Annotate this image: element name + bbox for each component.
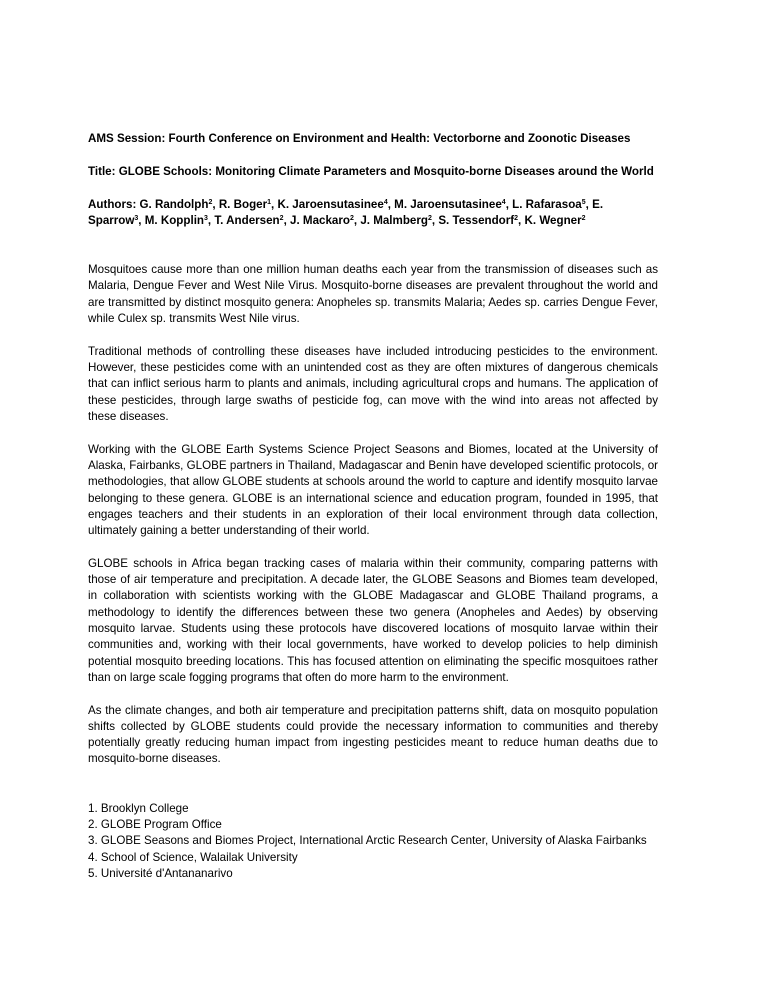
author-affiliation-mark: 2 [514, 214, 519, 222]
authors-label: Authors: [88, 197, 140, 211]
affiliation-2: 2. GLOBE Program Office [88, 818, 222, 832]
author-name: J. Mackaro [290, 213, 350, 227]
author-name: K. Jaroensutasinee [277, 197, 384, 211]
author-affiliation-mark: 5 [581, 198, 586, 206]
affiliation-5: 5. Université d'Antananarivo [88, 866, 233, 880]
paragraph-5: As the climate changes, and both air temperature and precipitation patterns shift, data on mosquito population shifts collected by GLOBE students could provide the necessary information to communities and thereby potentially greatly reducing human impact from ingesting pesticides meant to reduce human deaths due to mosquito-borne diseases. [88, 703, 658, 766]
abstract-body [88, 262, 658, 768]
author-name: J. Malmberg [360, 213, 428, 227]
paper-title: Title: GLOBE Schools: Monitoring Climate Parameters and Mosquito-borne Diseases around the World [88, 164, 654, 178]
author-name: T. Andersen [214, 213, 280, 227]
paragraph-1: Mosquitoes cause more than one million human deaths each year from the transmission of diseases such as Malaria, Dengue Fever and West Nile Virus. Mosquito-borne diseases are prevalent throughout the world and are transmitted by distinct mosquito genera: Anopheles sp. transmits Malaria; Aedes sp. carries Dengue Fever, while Culex sp. transmits West Nile virus. [88, 263, 658, 326]
session-heading: AMS Session: Fourth Conference on Environment and Health: Vectorborne and Zoonotic Diseases [88, 132, 631, 145]
paragraph-3: Working with the GLOBE Earth Systems Science Project Seasons and Biomes, located at the University of Alaska, Fairbanks, GLOBE partners in Thailand, Madagascar and Benin have developed scientific protocols, or methodologies, that allow GLOBE students at schools around the world to capture and identify mosquito larvae belonging to these genera. GLOBE is an international science and education program, founded in 1995, that engages teachers and their students in an exploration of their local environment through data collection, ultimately gaining a better understanding of their world. [88, 442, 658, 538]
affiliation-4: 4. School of Science, Walailak University [88, 850, 298, 864]
author-name: M. Jaroensutasinee [394, 197, 502, 211]
author-affiliation-mark: 4 [383, 198, 388, 206]
affiliations-list [88, 801, 658, 882]
authors-names: G. Randolph$^2$, R. Boger$^1$, K. Jaroensutasinee$^4$, M. Jaroensutasinee$^4$, L. Rafarasoa$^5$, E. Sparrow$^3$, M. Kopplin$^3$, T. Andersen$^2$, J. Mackaro$^2$, J. Malmberg$^2$, S. Tessendorf$^2$, K. Wegner$^2$ [88, 197, 604, 227]
author-name: R. Boger [218, 197, 268, 211]
author-name: M. Kopplin [144, 213, 204, 227]
author-affiliation-mark: 2 [349, 214, 354, 222]
author-name: S. Tessendorf [438, 213, 515, 227]
document-page [88, 131, 658, 882]
author-name: L. Rafarasoa [512, 197, 582, 211]
paragraph-2: Traditional methods of controlling these diseases have included introducing pesticides to the environment. However, these pesticides come with an unintended cost as they are often mixtures of dangerous chemicals that can inflict serious harm to plants and animals, including agricultural crops and humans. The application of these pesticides, through large swaths of pesticide fog, can move with the wind into areas not affected by these diseases. [88, 344, 658, 423]
author-affiliation-mark: 3 [204, 214, 208, 222]
author-name: G. Randolph [139, 197, 209, 211]
author-name: K. Wegner [524, 213, 582, 227]
author-affiliation-mark: 1 [267, 198, 272, 206]
author-affiliation-mark: 4 [501, 198, 506, 206]
affiliation-1: 1. Brooklyn College [88, 801, 189, 815]
author-list [88, 197, 658, 230]
author-affiliation-mark: 3 [134, 214, 139, 222]
affiliation-3: 3. GLOBE Seasons and Biomes Project, International Arctic Research Center, University of Alaska Fairbanks [88, 834, 647, 848]
author-affiliation-mark: 2 [581, 214, 586, 222]
paragraph-4: GLOBE schools in Africa began tracking cases of malaria within their community, comparing patterns with those of air temperature and precipitation. A decade later, the GLOBE Seasons and Biomes team developed, in collaboration with scientists working with the GLOBE Madagascar and GLOBE Thailand programs, a methodology to identify the differences between these two genera (Anopheles and Aedes) by observing mosquito larvae. Students using these protocols have discovered locations of mosquito larvae within their communities and, working with their local governments, have worked to develop policies to help diminish potential mosquito breeding locations. This has focused attention on eliminating the specific mosquitoes rather than on large scale fogging programs that often do more harm to the environment. [88, 556, 658, 684]
author-affiliation-mark: 2 [208, 198, 213, 206]
author-affiliation-mark: 2 [427, 214, 432, 222]
author-name: E. Sparrow [88, 197, 604, 227]
author-affiliation-mark: 2 [279, 214, 284, 222]
